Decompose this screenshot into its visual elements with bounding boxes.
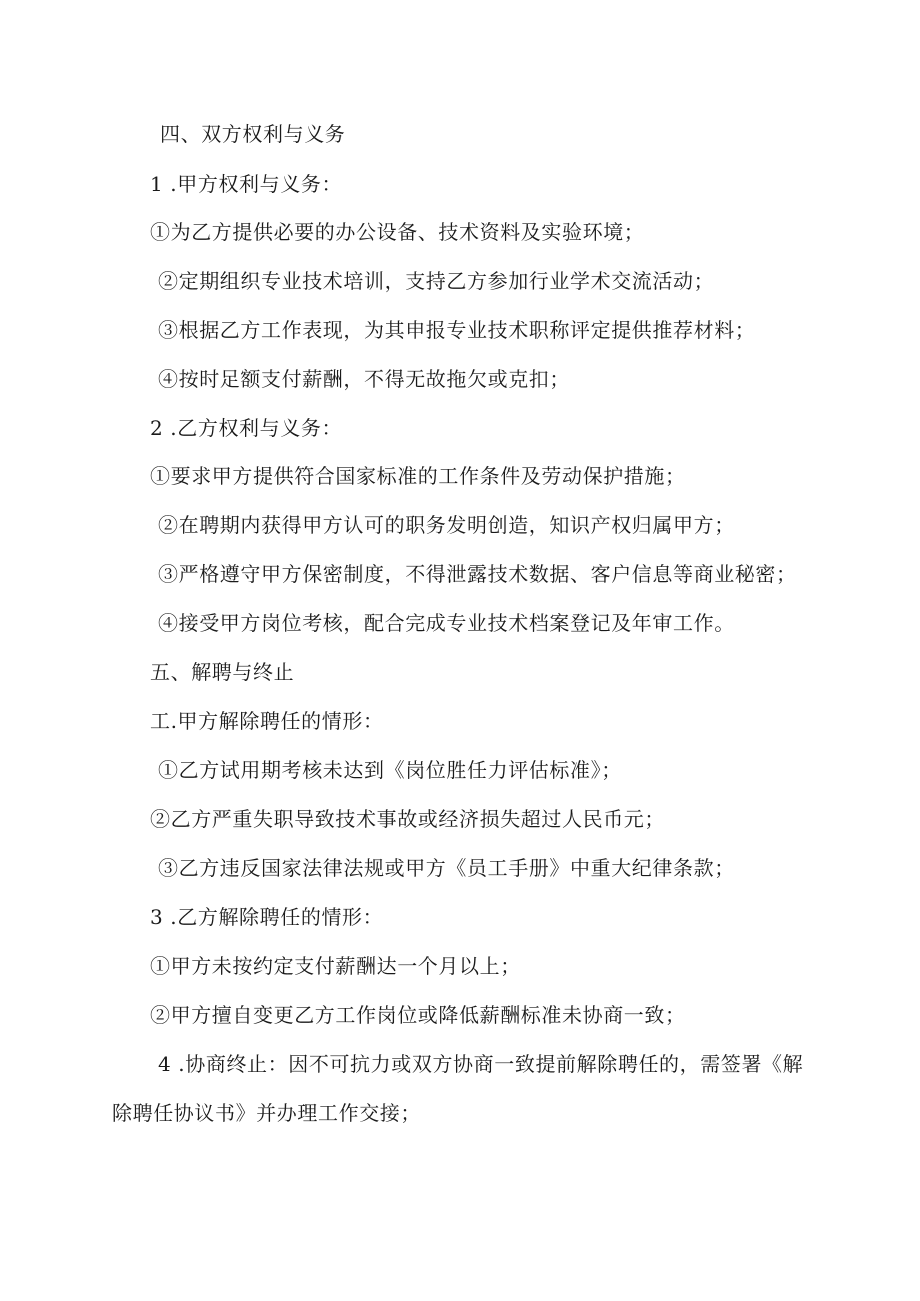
- party-b-heading: 2 .乙方权利与义务：: [150, 416, 343, 440]
- b-terminate-item-2: ②甲方擅自变更乙方工作岗位或降低薪酬标准未协商一致；: [150, 1003, 686, 1027]
- a-terminate-item-1: ①乙方试用期考核未达到《岗位胜任力评估标准》；: [158, 758, 622, 782]
- party-b-item-2: ②在聘期内获得甲方认可的职务发明创造，知识产权归属甲方；: [158, 513, 735, 537]
- party-b-item-3: ③严格遵守甲方保密制度，不得泄露技术数据、客户信息等商业秘密；: [158, 562, 797, 586]
- mutual-termination-line-2: 除聘任协议书》并办理工作交接；: [112, 1101, 421, 1125]
- section-4-heading: 四、双方权利与义务: [160, 122, 346, 146]
- mutual-termination-line-1: 4 .协商终止：因不可抗力或双方协商一致提前解除聘任的，需签署《解: [158, 1052, 804, 1076]
- party-a-item-4: ④按时足额支付薪酬，不得无故拖欠或克扣；: [158, 367, 570, 391]
- party-b-item-1: ①要求甲方提供符合国家标准的工作条件及劳动保护措施；: [150, 464, 686, 488]
- a-terminate-item-3: ③乙方违反国家法律法规或甲方《员工手册》中重大纪律条款；: [158, 856, 735, 880]
- party-a-item-3: ③根据乙方工作表现，为其申报专业技术职称评定提供推荐材料；: [158, 318, 756, 342]
- a-terminate-item-2: ②乙方严重失职导致技术事故或经济损失超过人民币元；: [150, 807, 665, 831]
- b-terminate-item-1: ①甲方未按约定支付薪酬达一个月以上；: [150, 954, 521, 978]
- party-a-heading: 1 .甲方权利与义务：: [150, 172, 343, 196]
- a-terminate-heading: 工.甲方解除聘任的情形：: [150, 709, 384, 733]
- section-5-heading: 五、解聘与终止: [150, 660, 295, 684]
- b-terminate-heading: 3 .乙方解除聘任的情形：: [150, 905, 384, 929]
- party-a-item-2: ②定期组织专业技术培训，支持乙方参加行业学术交流活动；: [158, 269, 715, 293]
- party-b-item-4: ④接受甲方岗位考核，配合完成专业技术档案登记及年审工作。: [158, 611, 735, 635]
- party-a-item-1: ①为乙方提供必要的办公设备、技术资料及实验环境；: [150, 220, 645, 244]
